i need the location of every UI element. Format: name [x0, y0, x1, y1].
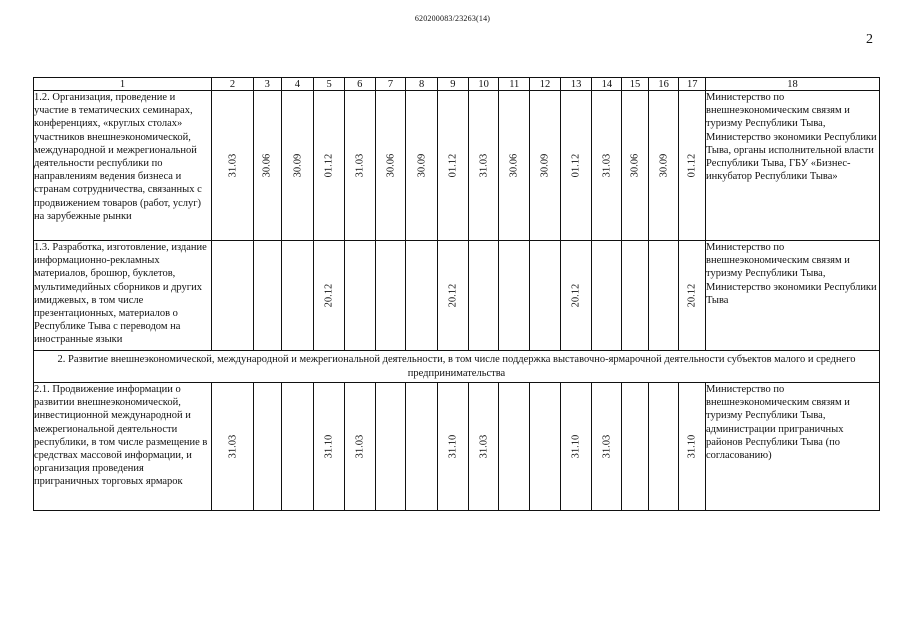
column-header: 10 — [468, 78, 499, 91]
date-cell: 30.09 — [530, 91, 561, 241]
date-cell — [406, 383, 438, 511]
date-cell — [253, 241, 281, 351]
date-cell: 31.10 — [560, 383, 592, 511]
date-cell — [530, 383, 561, 511]
column-header: 14 — [592, 78, 622, 91]
date-cell: 31.10 — [679, 383, 706, 511]
column-header: 16 — [648, 78, 679, 91]
date-cell: 01.12 — [314, 91, 345, 241]
date-cell — [406, 241, 438, 351]
column-header: 12 — [530, 78, 561, 91]
date-cell: 31.03 — [592, 91, 622, 241]
table-row — [34, 383, 880, 511]
date-cell — [648, 241, 679, 351]
date-cell — [530, 241, 561, 351]
column-header: 11 — [499, 78, 530, 91]
date-cell — [468, 241, 499, 351]
date-cell — [648, 383, 679, 511]
date-cell: 20.12 — [438, 241, 469, 351]
row-description: 1.3. Разработка, изготовление, издание информационно-рекламных материалов, брошюр, буклетов, мультимедийных сборников и других имиджевых, в том числе презентационных, материалов о Республике Тыва с переводом на иностранные языки — [34, 241, 212, 351]
column-header: 4 — [281, 78, 314, 91]
date-cell: 30.09 — [406, 91, 438, 241]
date-cell — [622, 241, 649, 351]
date-cell — [592, 241, 622, 351]
column-header-row — [34, 78, 880, 91]
date-cell — [253, 383, 281, 511]
date-cell: 30.09 — [648, 91, 679, 241]
date-cell: 01.12 — [438, 91, 469, 241]
date-cell: 31.03 — [592, 383, 622, 511]
date-cell: 30.06 — [499, 91, 530, 241]
column-header: 9 — [438, 78, 469, 91]
date-cell: 01.12 — [560, 91, 592, 241]
table-row — [34, 241, 880, 351]
column-header: 2 — [211, 78, 253, 91]
date-cell — [211, 241, 253, 351]
date-cell: 30.06 — [375, 91, 406, 241]
schedule-table — [33, 77, 880, 511]
date-cell — [499, 241, 530, 351]
column-header: 17 — [679, 78, 706, 91]
column-header: 15 — [622, 78, 649, 91]
date-cell: 30.06 — [622, 91, 649, 241]
column-header: 7 — [375, 78, 406, 91]
column-header: 8 — [406, 78, 438, 91]
column-header: 6 — [344, 78, 375, 91]
column-header: 1 — [34, 78, 212, 91]
section-title: 2. Развитие внешнеэкономической, международной и межрегиональной деятельности, в том числе поддержка выставочно-ярмарочной деятельности субъектов малого и среднего предпринимательства — [34, 351, 880, 383]
date-cell: 30.09 — [281, 91, 314, 241]
column-header: 13 — [560, 78, 592, 91]
row-responsible: Министерство по внешнеэкономическим связям и туризму Республики Тыва, Министерство экономики Республики Тыва, органы исполнительной власти Республики Тыва, ГБУ «Бизнес-инкубатор Республики Тыва» — [706, 91, 880, 241]
date-cell — [499, 383, 530, 511]
date-cell: 31.03 — [468, 91, 499, 241]
date-cell — [622, 383, 649, 511]
section-heading-row — [34, 351, 880, 383]
date-cell — [281, 383, 314, 511]
date-cell: 20.12 — [560, 241, 592, 351]
column-header: 3 — [253, 78, 281, 91]
column-header: 5 — [314, 78, 345, 91]
date-cell: 31.03 — [211, 91, 253, 241]
date-cell: 31.03 — [468, 383, 499, 511]
document-number: 620200083/23263(14) — [414, 14, 491, 23]
row-responsible: Министерство по внешнеэкономическим связям и туризму Республики Тыва, Министерство экономики Республики Тыва — [706, 241, 880, 351]
row-description: 2.1. Продвижение информации о развитии внешнеэкономической, инвестиционной международной и межрегиональной деятельности республики, в том числе размещение в средствах массовой информации, и организация проведения приграничных торговых ярмарок — [34, 383, 212, 511]
date-cell: 31.03 — [211, 383, 253, 511]
date-cell — [375, 241, 406, 351]
date-cell: 20.12 — [679, 241, 706, 351]
date-cell: 30.06 — [253, 91, 281, 241]
date-cell: 31.10 — [314, 383, 345, 511]
date-cell: 01.12 — [679, 91, 706, 241]
date-cell — [344, 241, 375, 351]
page-number: 2 — [866, 32, 873, 47]
date-cell: 31.10 — [438, 383, 469, 511]
table-row — [34, 91, 880, 241]
date-cell — [375, 383, 406, 511]
date-cell — [281, 241, 314, 351]
row-responsible: Министерство по внешнеэкономическим связям и туризму Республики Тыва, администрации приграничных районов Республики Тыва (по согласованию) — [706, 383, 880, 511]
date-cell: 31.03 — [344, 91, 375, 241]
row-description: 1.2. Организация, проведение и участие в тематических семинарах, конференциях, «круглых столах» участников внешнеэкономической, международной и межрегиональной деятельности республики по направлениям ведения бизнеса и странам сотрудничества, связанных с продвижением товаров (работ, услуг) на зарубежные рынки — [34, 91, 212, 241]
date-cell: 31.03 — [344, 383, 375, 511]
column-header: 18 — [706, 78, 880, 91]
date-cell: 20.12 — [314, 241, 345, 351]
